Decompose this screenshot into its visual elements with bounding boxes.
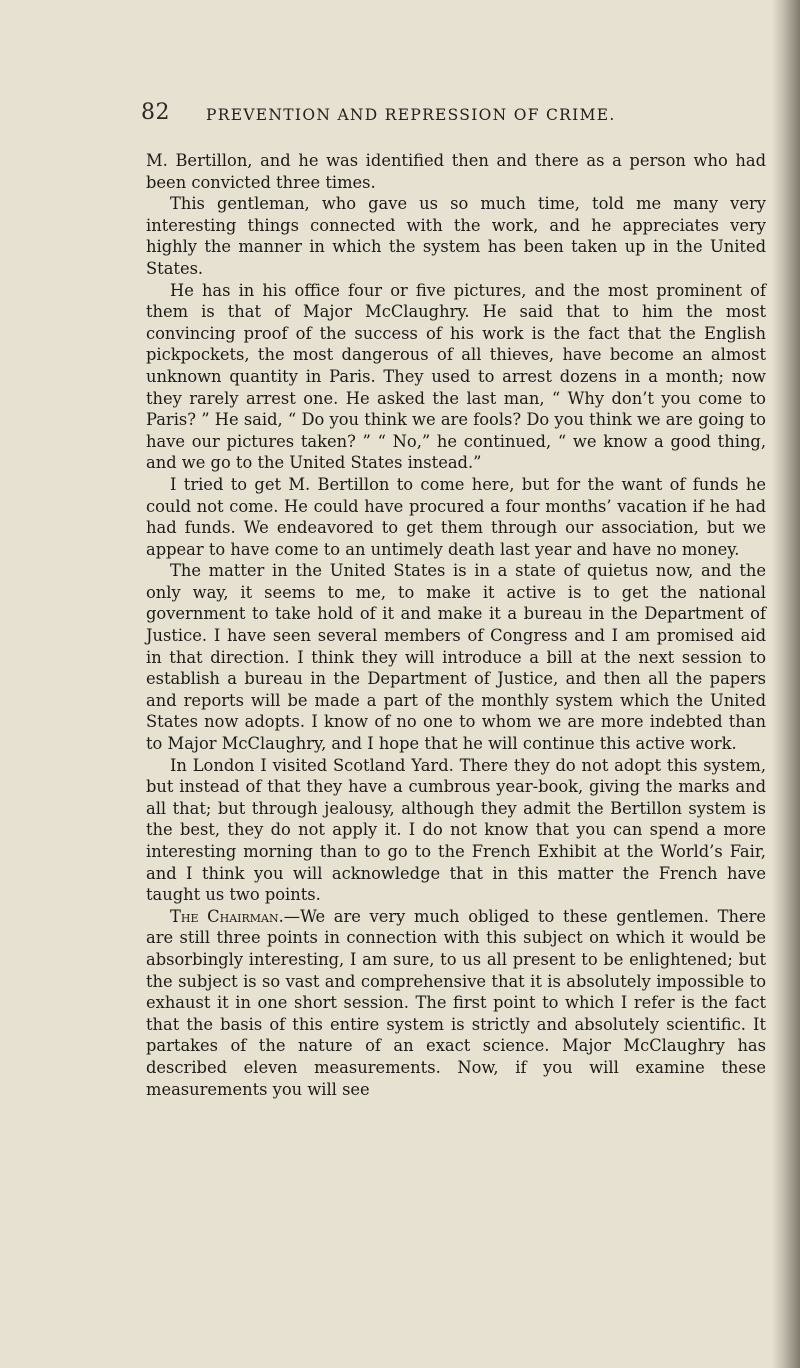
paragraph-funds: I tried to get M. Bertillon to come here, but for the want of funds he could not come. He could have procured a four months’ vacation if he had had funds. We endeavored to get them through our association, but we appear to have come to an untimely death last year and have no money. (146, 474, 766, 559)
chairman-text: —We are very much obliged to these gentlemen. There are still three points in connection with this subject on which it would be absorbingly interesting, I am sure, to us all present to be enlightened; but the subject is so vast and comprehensive that it is absolutely impossible to exhaust it in one short session. The first point to which I refer is the fact that the basis of this entire system is strictly and absolutely scientific. It partakes of the nature of an exact science. Major McClaughry has described eleven measurements. Now, if you will examine these measurements you will see (146, 906, 767, 1099)
paragraph-quietus: The matter in the United States is in a state of quietus now, and the only way, it seems to me, to make it active is to get the national government to take hold of it and make it a bureau in the Department of Justice. I have seen several members of Congress and I am promised aid in that direction. I think they will introduce a bill at the next session to establish a bureau in the Department of Justice, and then all the papers and reports will be made a part of the monthly system which the United States now adopts. I know of no one to whom we are more indebted than to Major McClaughry, and I hope that he will continue this active work. (146, 561, 766, 754)
paragraph-continuation: M. Bertillon, and he was identified then and there as a person who had been convicted three times. (146, 151, 766, 192)
paragraph-gentleman: This gentleman, who gave us so much time, told me many very interesting things connected with the work, and he appreciates very highly the manner in which the system has been taken up in the United States. (146, 194, 766, 278)
chairman-label: The Chairman. (170, 906, 284, 926)
page-edge-shadow (772, 0, 800, 1368)
page-number: 82 (141, 100, 170, 125)
paragraph-pictures: He has in his office four or five pictures, and the most prominent of them is that of Major McClaughry. He said that to him the most convincing proof of the success of his work is the fact that the English pickpockets, the most dangerous of all thieves, have become an almost unknown quantity in Paris. They used to arrest dozens in a month; now they rarely arrest one. He asked the last man, “ Why don’t you come to Paris? ” He said, “ Do you think we are fools? Do you think we are going to have our pictures taken? ” “ No,” he continued, “ we know a good thing, and we go to the United States instead.” (146, 280, 766, 473)
paragraph-chairman (146, 906, 766, 1100)
running-head: PREVENTION AND REPRESSION OF CRIME. (206, 106, 616, 124)
body-text (146, 150, 766, 1100)
paragraph-london: In London I visited Scotland Yard. There they do not adopt this system, but instead of that they have a cumbrous year-book, giving the marks and all that; but through jealousy, although they admit the Bertillon system is the best, they do not apply it. I do not know that you can spend a more interesting morning than to go to the French Exhibit at the World’s Fair, and I think you will acknowledge that in this matter the French have taught us two points. (146, 755, 766, 905)
